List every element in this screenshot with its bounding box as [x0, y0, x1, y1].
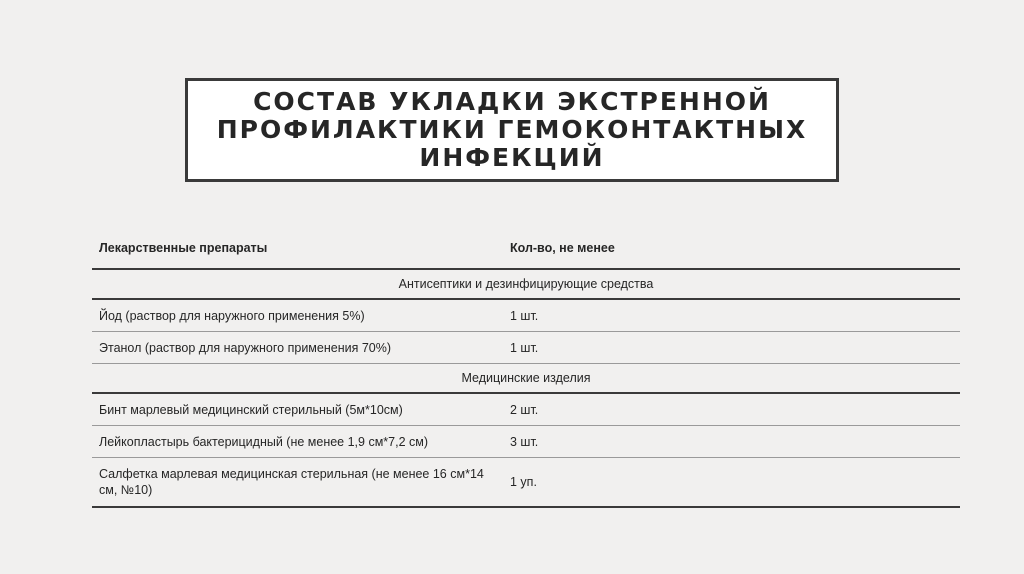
table-row — [92, 458, 960, 508]
item-name: Йод (раствор для наружного применения 5%) — [99, 308, 365, 323]
table-row — [92, 394, 960, 426]
title-box — [185, 78, 839, 182]
item-qty: 1 шт. — [510, 340, 539, 355]
table-header-row — [92, 227, 960, 270]
table-row — [92, 300, 960, 332]
table-row — [92, 332, 960, 364]
item-qty: 1 шт. — [510, 308, 539, 323]
header-qty: Кол-во, не менее — [510, 240, 615, 255]
section-row-medical-products — [92, 364, 960, 394]
item-name: Бинт марлевый медицинский стерильный (5м*10см) — [99, 402, 403, 417]
item-name: Лейкопластырь бактерицидный (не менее 1,9 см*7,2 см) — [99, 434, 429, 449]
page-title: СОСТАВ УКЛАДКИ ЭКСТРЕННОЙ ПРОФИЛАКТИКИ ГЕМОКОНТАКТНЫХ ИНФЕКЦИЙ — [216, 87, 808, 172]
section-label: Антисептики и дезинфицирующие средства — [398, 277, 654, 291]
item-qty: 1 уп. — [510, 475, 537, 489]
item-qty: 2 шт. — [510, 402, 539, 417]
item-name: Салфетка марлевая медицинская стерильная (не менее 16 см*14 см, №10) — [99, 467, 484, 497]
header-name: Лекарственные препараты — [99, 240, 268, 255]
item-name: Этанол (раствор для наружного применения 70%) — [99, 340, 392, 355]
section-label: Медицинские изделия — [461, 371, 591, 385]
item-qty: 3 шт. — [510, 434, 539, 449]
table-row — [92, 426, 960, 458]
composition-table — [92, 227, 960, 508]
section-row-antiseptics — [92, 270, 960, 300]
